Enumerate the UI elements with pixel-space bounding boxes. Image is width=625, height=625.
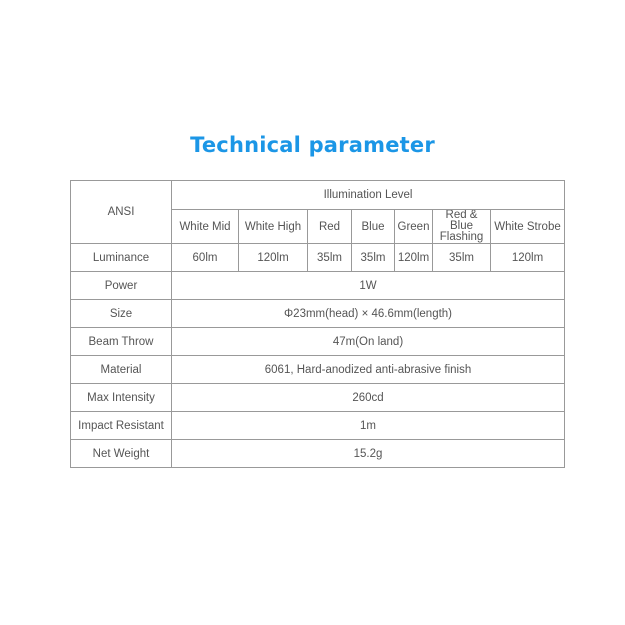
table-row [71,300,565,328]
table-header-row [71,181,565,210]
mode-header-cell: Red [308,210,352,244]
luminance-value-cell: 35lm [352,244,395,272]
table-row [71,412,565,440]
row-label-cell: Net Weight [71,440,172,468]
mode-header-cell: Green [395,210,433,244]
row-value-cell: 260cd [172,384,565,412]
row-value-cell: 6061, Hard-anodized anti-abrasive finish [172,356,565,384]
table-row [71,440,565,468]
row-label-cell: Luminance [71,244,172,272]
luminance-value-cell: 120lm [491,244,565,272]
row-label-cell: Material [71,356,172,384]
mode-header-cell: Blue [352,210,395,244]
luminance-value-cell: 120lm [239,244,308,272]
luminance-value-cell: 120lm [395,244,433,272]
illumination-level-header-cell: Illumination Level [172,181,565,210]
row-value-cell: 1W [172,272,565,300]
table-row [71,272,565,300]
row-label-cell: Size [71,300,172,328]
mode-header-cell: Red & Blue Flashing [433,210,491,244]
mode-header-cell: White Strobe [491,210,565,244]
row-label-cell: Power [71,272,172,300]
mode-header-cell: White High [239,210,308,244]
ansi-header-cell: ANSI [71,181,172,244]
page-title: Technical parameter [190,133,435,157]
row-value-cell: 47m(On land) [172,328,565,356]
luminance-value-cell: 35lm [433,244,491,272]
row-label-cell: Beam Throw [71,328,172,356]
table-row [71,244,565,272]
table-row [71,328,565,356]
mode-header-cell: White Mid [172,210,239,244]
table-row [71,384,565,412]
luminance-value-cell: 60lm [172,244,239,272]
row-value-cell: 1m [172,412,565,440]
row-value-cell: 15.2g [172,440,565,468]
table-row [71,356,565,384]
luminance-value-cell: 35lm [308,244,352,272]
row-label-cell: Max Intensity [71,384,172,412]
technical-parameter-table [70,180,565,468]
row-value-cell: Φ23mm(head) × 46.6mm(length) [172,300,565,328]
row-label-cell: Impact Resistant [71,412,172,440]
